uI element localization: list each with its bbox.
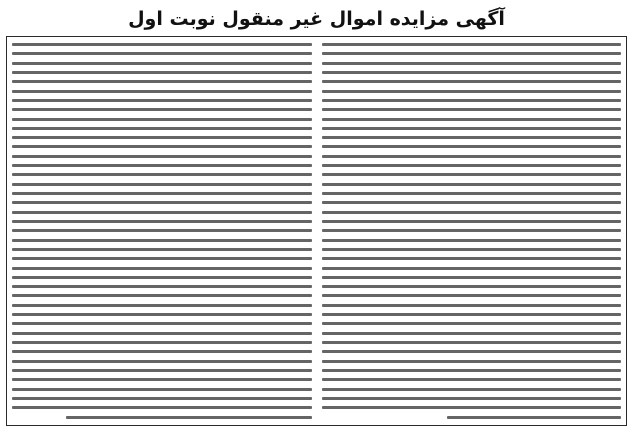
notice-text-line [12, 239, 312, 242]
notice-text-line [322, 257, 622, 260]
notice-text-line [322, 341, 622, 344]
notice-text-line [12, 248, 312, 251]
notice-text-line [12, 118, 312, 121]
notice-title: آگهی مزایده اموال غیر منقول نوبت اول [128, 8, 505, 30]
notice-text-line [12, 192, 312, 195]
notice-text-line [12, 201, 312, 204]
notice-text-line [322, 378, 622, 381]
notice-text-line [12, 136, 312, 139]
notice-text-line [12, 220, 312, 223]
notice-text-line [12, 145, 312, 148]
notice-text-line [322, 155, 622, 158]
notice-text-line [12, 90, 312, 93]
notice-text-line [322, 285, 622, 288]
notice-text-line [322, 267, 622, 270]
notice-text-line [322, 80, 622, 83]
notice-text-line [12, 388, 312, 391]
notice-text-line [12, 285, 312, 288]
notice-text-line [12, 211, 312, 214]
notice-text-line [322, 313, 622, 316]
notice-text-line [322, 397, 622, 400]
notice-text-line [322, 173, 622, 176]
notice-text-line [66, 416, 312, 419]
notice-text-line [12, 173, 312, 176]
notice-text-line [322, 388, 622, 391]
notice-text-line [12, 304, 312, 307]
notice-text-line [12, 369, 312, 372]
notice-text-line [322, 127, 622, 130]
notice-text-line [12, 294, 312, 297]
notice-text-line [12, 62, 312, 65]
notice-text-line [12, 350, 312, 353]
notice-text-line [322, 360, 622, 363]
notice-body-frame [6, 36, 627, 426]
notice-text-line [12, 108, 312, 111]
notice-text-line [12, 71, 312, 74]
notice-text-line [322, 332, 622, 335]
notice-text-line [447, 416, 621, 419]
notice-column-right [322, 41, 622, 421]
notice-text-line [322, 211, 622, 214]
notice-text-line [12, 313, 312, 316]
notice-text-line [12, 406, 312, 409]
notice-text-line [322, 201, 622, 204]
notice-text-line [12, 43, 312, 46]
notice-text-line [12, 229, 312, 232]
notice-text-line [322, 118, 622, 121]
notice-text-line [322, 99, 622, 102]
notice-text-line [322, 145, 622, 148]
notice-text-line [12, 80, 312, 83]
notice-text-line [322, 322, 622, 325]
notice-text-line [322, 62, 622, 65]
notice-text-line [322, 43, 622, 46]
notice-text-line [12, 360, 312, 363]
notice-text-line [12, 183, 312, 186]
notice-text-line [12, 397, 312, 400]
notice-text-line [322, 239, 622, 242]
notice-text-line [12, 322, 312, 325]
notice-header [6, 4, 627, 34]
notice-text-line [12, 164, 312, 167]
notice-text-line [322, 229, 622, 232]
notice-text-line [322, 52, 622, 55]
notice-text-line [12, 127, 312, 130]
notice-text-line [322, 248, 622, 251]
notice-text-line [322, 136, 622, 139]
notice-text-line [12, 332, 312, 335]
notice-text-line [322, 71, 622, 74]
notice-text-line [322, 276, 622, 279]
notice-text-line [12, 341, 312, 344]
notice-text-line [322, 220, 622, 223]
notice-text-line [12, 52, 312, 55]
notice-text-line [322, 108, 622, 111]
notice-text-line [322, 294, 622, 297]
notice-text-line [12, 257, 312, 260]
notice-text-line [322, 90, 622, 93]
notice-text-line [12, 276, 312, 279]
notice-text-line [12, 267, 312, 270]
notice-text-line [12, 155, 312, 158]
notice-text-line [322, 164, 622, 167]
notice-text-line [12, 99, 312, 102]
notice-text-line [322, 183, 622, 186]
notice-text-line [322, 406, 622, 409]
notice-text-line [322, 192, 622, 195]
notice-text-line [322, 350, 622, 353]
notice-text-line [12, 378, 312, 381]
notice-text-line [322, 369, 622, 372]
notice-text-line [322, 304, 622, 307]
notice-column-left [12, 41, 312, 421]
notice-columns [12, 41, 621, 421]
